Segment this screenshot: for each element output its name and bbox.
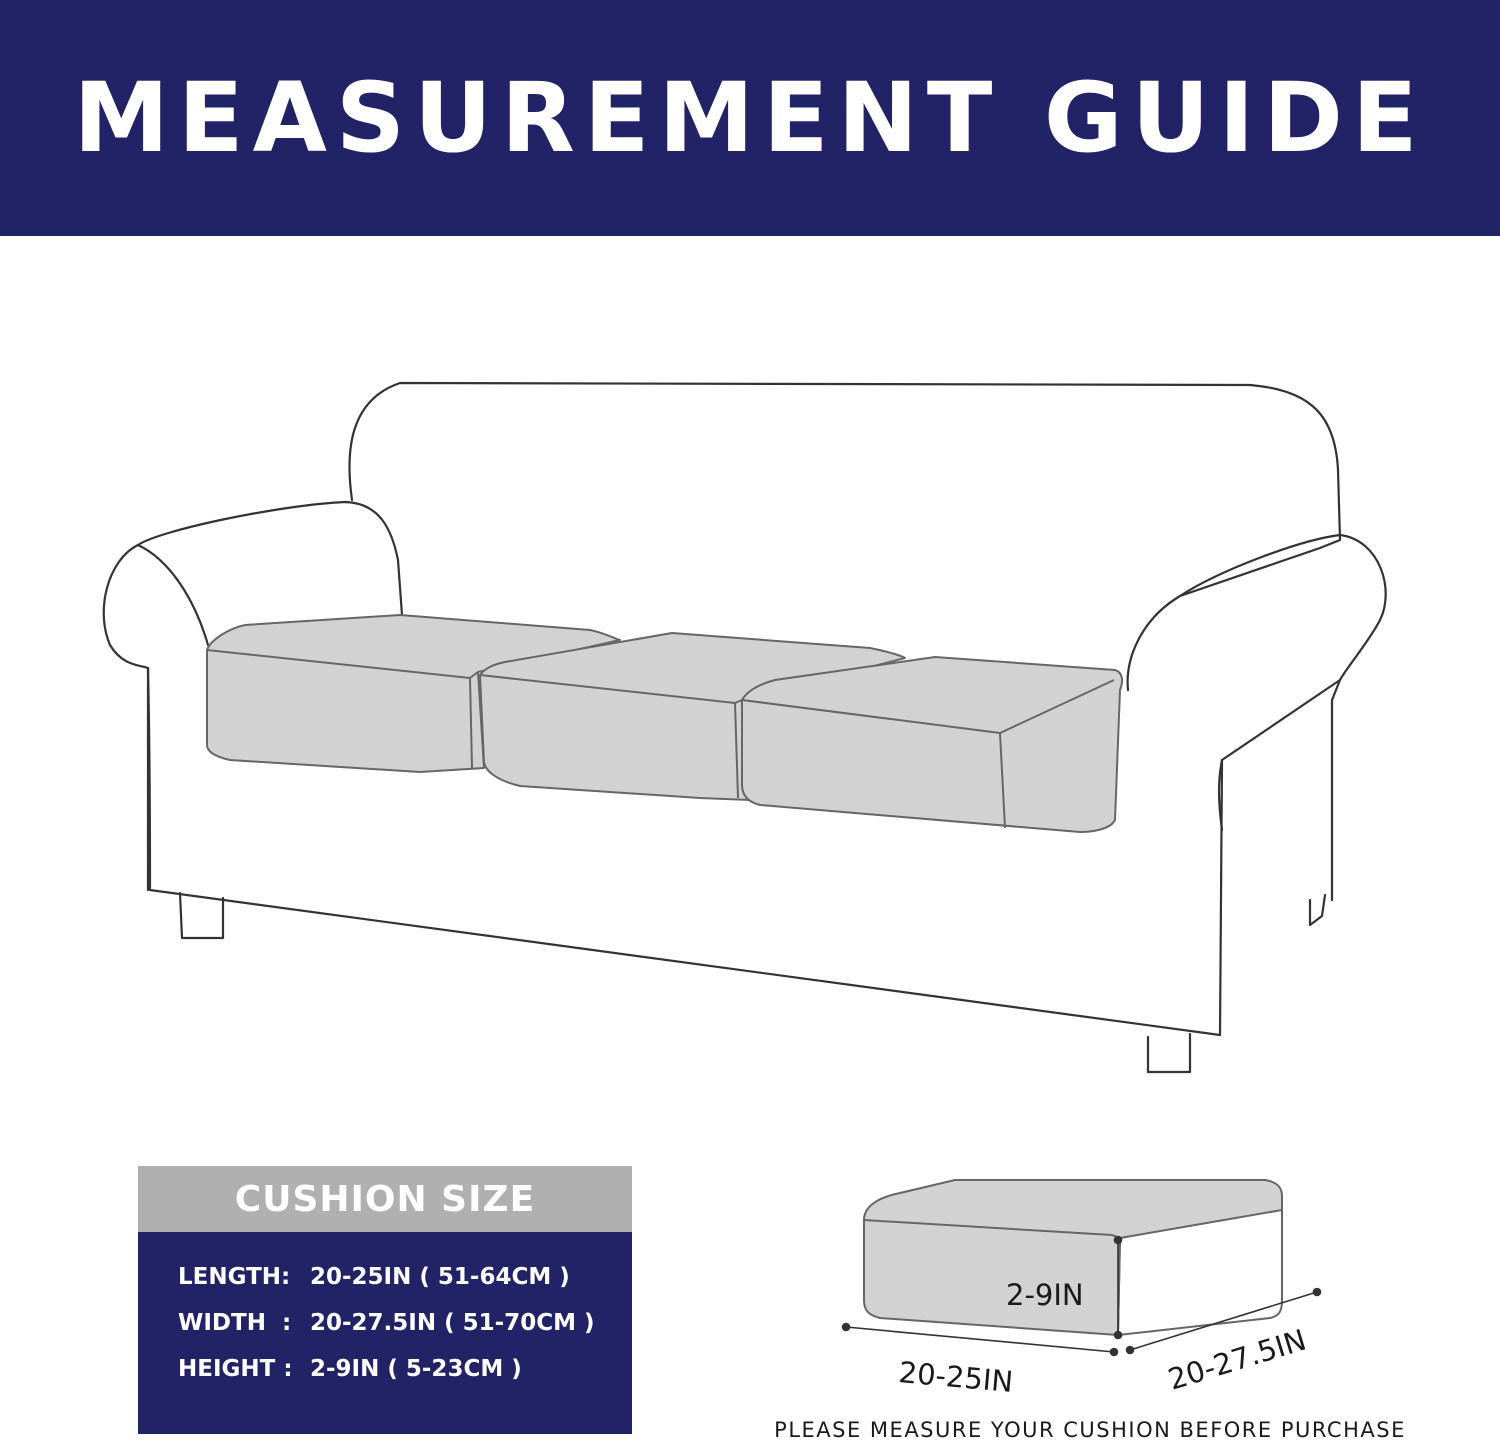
size-value: 20-27.5IN ( 51-70CM ) (310, 1310, 595, 1336)
page-title: MEASUREMENT GUIDE (73, 62, 1427, 174)
size-label: LENGTH: (178, 1264, 291, 1290)
size-row-height (138, 1346, 632, 1392)
height-label: 2-9IN (1006, 1278, 1084, 1312)
sofa-back (349, 383, 1340, 596)
header-banner (0, 0, 1500, 236)
size-value: 2-9IN ( 5-23CM ) (310, 1356, 522, 1382)
cushion-size-body (138, 1232, 632, 1434)
footer-note: PLEASE MEASURE YOUR CUSHION BEFORE PURCHASE (774, 1418, 1406, 1442)
sofa-illustration (0, 236, 1500, 1096)
sofa-right-arm (1180, 535, 1386, 1035)
seat-cushion-right (742, 657, 1122, 832)
size-value: 20-25IN ( 51-64CM ) (310, 1264, 570, 1290)
size-label: HEIGHT : (178, 1356, 293, 1382)
size-row-width (138, 1300, 632, 1346)
size-label: WIDTH : (178, 1310, 292, 1336)
cushion-dimension-diagram (820, 1160, 1340, 1410)
size-row-length (138, 1254, 632, 1300)
cushion-size-panel (138, 1166, 632, 1434)
cushion-size-heading: CUSHION SIZE (138, 1166, 632, 1232)
sofa-leg-right (1148, 1034, 1190, 1072)
length-label: 20-25IN (897, 1355, 1015, 1399)
width-label: 20-27.5IN (1164, 1322, 1311, 1397)
